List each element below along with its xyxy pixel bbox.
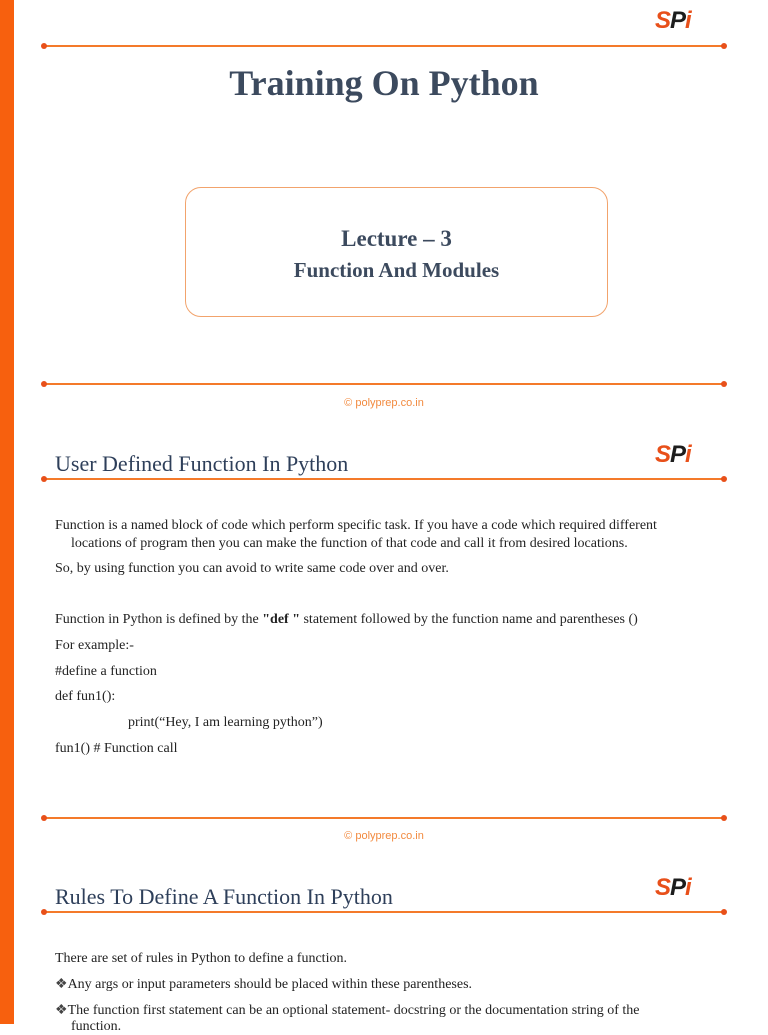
bullet-text: The function first statement can be an optional statement- docstring or the documentation string of the: [67, 1003, 640, 1018]
lecture-box: [185, 187, 608, 317]
code-line: #define a function: [55, 664, 157, 679]
paragraph-line: locations of program then you can make the function of that code and call it from desired locations.: [71, 536, 628, 551]
divider-rule: [44, 478, 724, 480]
divider-rule: [44, 45, 724, 47]
divider-rule: [44, 911, 724, 913]
bullet-continuation: function.: [71, 1019, 122, 1034]
section-heading: Rules To Define A Function In Python: [55, 884, 393, 909]
left-accent-bar: [0, 0, 14, 1024]
bullet-text: Any args or input parameters should be placed within these parentheses.: [67, 977, 473, 992]
paragraph: So, by using function you can avoid to write same code over and over.: [55, 561, 449, 576]
divider-rule: [44, 383, 724, 385]
slide-title: Training On Python: [229, 63, 539, 103]
paragraph: [55, 612, 638, 628]
code-line: print(“Hey, I am learning python”): [128, 715, 323, 730]
spi-logo: SPi: [655, 441, 691, 468]
spi-logo: SPi: [655, 7, 691, 34]
footer-copyright: © polyprep.co.in: [344, 397, 424, 409]
code-line: fun1() # Function call: [55, 741, 178, 756]
bullet-item: [55, 1002, 639, 1019]
footer-copyright: © polyprep.co.in: [344, 830, 424, 842]
divider-rule: [44, 817, 724, 819]
bullet-item: [55, 976, 472, 993]
lecture-topic: Function And Modules: [293, 258, 500, 282]
section-heading: User Defined Function In Python: [55, 451, 349, 476]
paragraph-line: Function is a named block of code which perform specific task. If you have a code which required different: [55, 518, 657, 533]
diamond-bullet-icon: ❖: [55, 977, 68, 992]
paragraph-text: Function in Python is defined by the: [55, 612, 263, 627]
diamond-bullet-icon: ❖: [55, 1003, 68, 1018]
code-line: def fun1():: [55, 689, 116, 704]
lecture-number: Lecture – 3: [341, 226, 452, 251]
paragraph-text: statement followed by the function name and parentheses (): [299, 612, 638, 627]
paragraph: There are set of rules in Python to define a function.: [55, 951, 347, 966]
def-keyword: "def ": [262, 612, 300, 627]
spi-logo: SPi: [655, 874, 691, 901]
example-label: For example:-: [55, 638, 134, 653]
